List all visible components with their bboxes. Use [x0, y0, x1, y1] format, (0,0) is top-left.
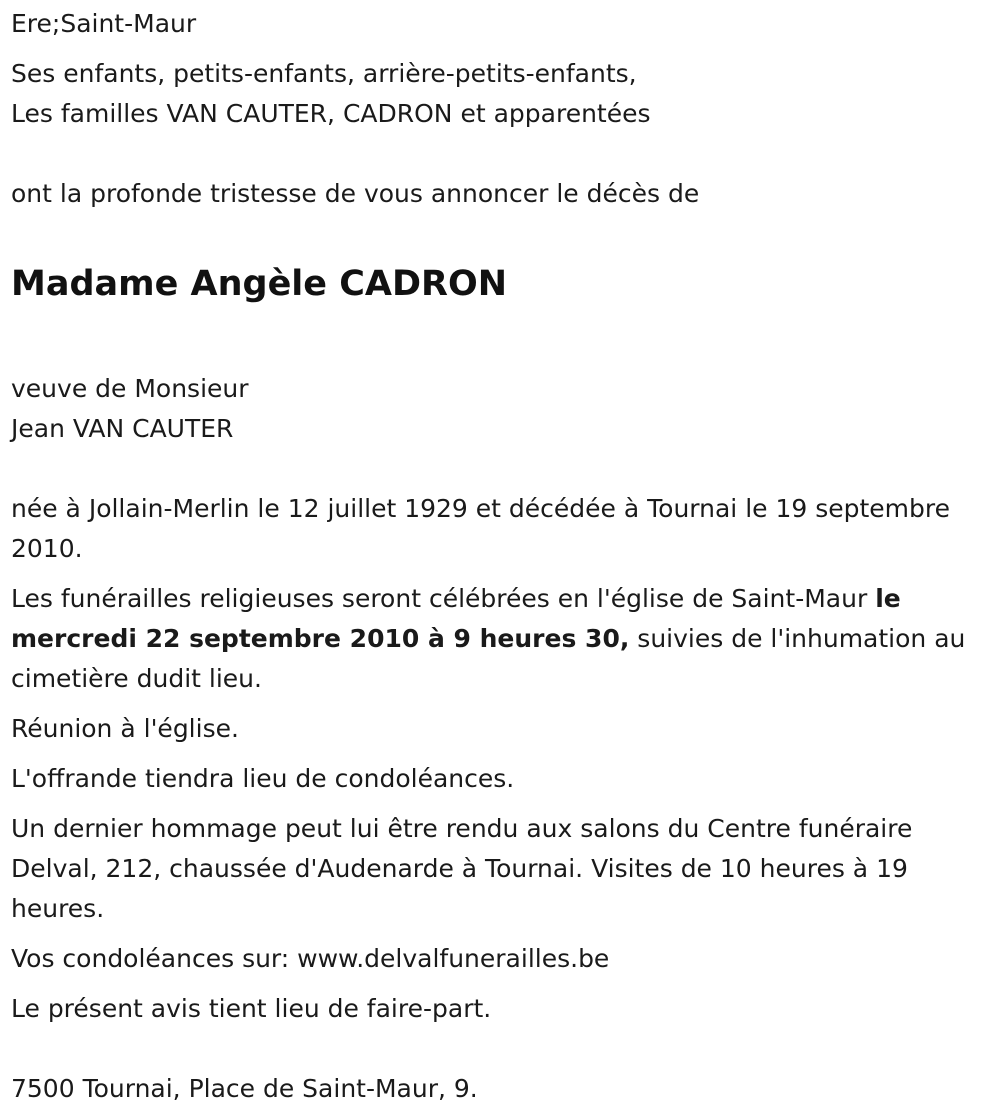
funeral-paragraph — [11, 579, 981, 699]
meeting-text: Réunion à l'église. — [11, 714, 239, 743]
homage-text: Un dernier hommage peut lui être rendu aux salons du Centre funéraire Delval, 212, chaussée d'Audenarde à Tournai. Visites de 10 heures à 19 heures. — [11, 814, 913, 923]
funeral-date: le mercredi 22 septembre 2010 à 9 heures 30, — [11, 584, 901, 653]
family-line-1: Ses enfants, petits-enfants, arrière-petits-enfants, — [11, 59, 637, 88]
faire-part-text: Le présent avis tient lieu de faire-part. — [11, 994, 492, 1023]
offering-text: L'offrande tiendra lieu de condoléances. — [11, 764, 515, 793]
condolences-link[interactable]: www.delvalfunerailles.be — [297, 944, 610, 973]
condolences-label: Vos condoléances sur: — [11, 944, 298, 973]
deceased-name: Madame Angèle CADRON — [11, 264, 508, 304]
spouse-line-2: Jean VAN CAUTER — [11, 414, 234, 443]
funeral-prefix: Les funérailles religieuses seront célébrées en l'église de Saint-Maur — [11, 584, 876, 613]
announcement-text: ont la profonde tristesse de vous annoncer le décès de — [11, 179, 700, 208]
spouse-line-1: veuve de Monsieur — [11, 374, 249, 403]
family-line-2: Les familles VAN CAUTER, CADRON et apparentées — [11, 99, 651, 128]
header-location: Ere;Saint-Maur — [11, 9, 197, 38]
funeral-suffix: suivies de l'inhumation au cimetière dudit lieu. — [11, 624, 966, 693]
condolences-paragraph — [11, 939, 981, 979]
birth-death-text: née à Jollain-Merlin le 12 juillet 1929 et décédée à Tournai le 19 septembre 2010. — [11, 494, 951, 563]
address-text: 7500 Tournai, Place de Saint-Maur, 9. — [11, 1074, 478, 1103]
